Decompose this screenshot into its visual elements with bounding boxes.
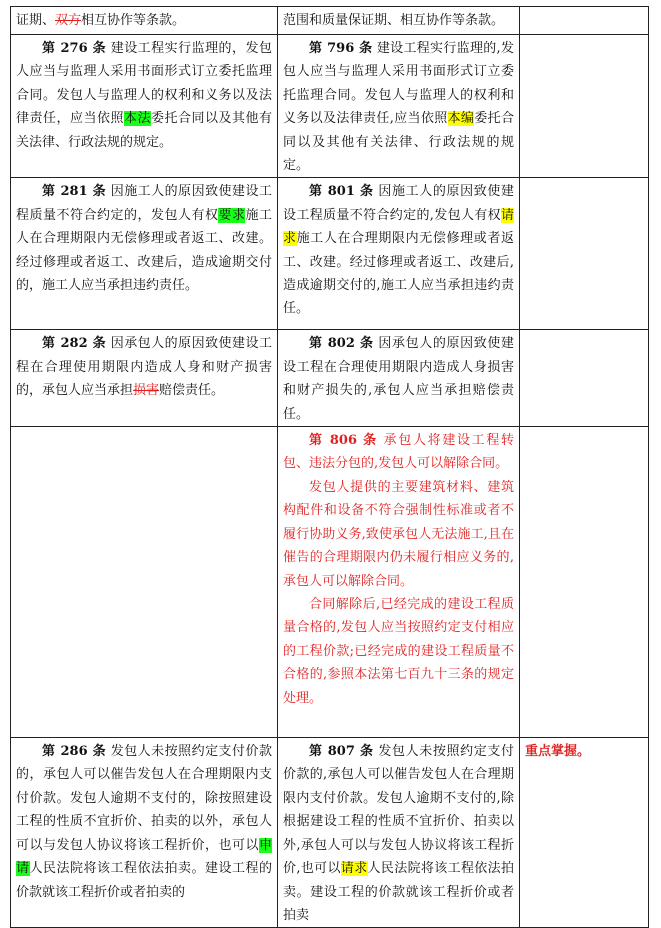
new-law-cell xyxy=(278,427,520,738)
table-row xyxy=(11,330,649,427)
article-number: 第 807 条 xyxy=(309,744,374,760)
article-number: 第 276 条 xyxy=(42,41,107,56)
changed-text-highlight: 要求 xyxy=(218,207,246,223)
old-clause-text: 第 276 条 建设工程实行监理的，发包人应当与监理人采用书面形式订立委托监理合同。发包人与监理人的权利和义务以及法律责任，应当依照本法委托合同以及其他有关法律、行政法规的规定。 xyxy=(16,41,272,150)
deleted-text: 双方 xyxy=(55,13,82,28)
table-row xyxy=(11,178,649,330)
note-cell xyxy=(520,7,649,35)
article-number: 第 796 条 xyxy=(309,41,373,56)
article-number: 第 806 条 xyxy=(309,433,378,449)
changed-text-highlight: 本编 xyxy=(447,111,475,127)
table-row xyxy=(11,35,649,178)
new-law-cell xyxy=(278,738,520,928)
old-law-cell xyxy=(11,35,278,178)
note-cell xyxy=(520,178,649,330)
note-cell xyxy=(520,427,649,738)
old-law-cell xyxy=(11,738,278,928)
comparison-table xyxy=(10,6,649,928)
article-number: 第 282 条 xyxy=(42,336,107,352)
old-clause-text: 第 282 条 因承包人的原因致使建设工程在合理使用期限内造成人身和财产损害的，承包人应当承担损害赔偿责任。 xyxy=(16,336,272,399)
new-law-cell xyxy=(278,35,520,178)
note-cell xyxy=(520,330,649,427)
new-clause-text: 第 806 条 承包人将建设工程转包、违法分包的,发包人可以解除合同。 xyxy=(283,433,514,472)
changed-text-highlight: 请求 xyxy=(340,861,368,877)
changed-text-highlight: 请求 xyxy=(283,207,514,247)
old-clause-text: 第 281 条 因施工人的原因致使建设工程质量不符合约定的，发包人有权要求施工人在合理期限内无偿修理或者返工、改建。经过修理或者返工、改建后，造成逾期交付的，施工人应当承担违约责任。 xyxy=(16,184,272,294)
new-law-cell xyxy=(278,7,520,35)
article-number: 第 801 条 xyxy=(309,184,374,200)
old-clause-text: 第 286 条 发包人未按照约定支付价款的，承包人可以催告发包人在合理期限内支付价款。发包人逾期不支付的，除按照建设工程的性质不宜折价、拍卖的以外，承包人可以与发包人协议将该工程折价，也可以申请人民法院将该工程依法拍卖。建设工程的价款就该工程折价或者拍卖的 xyxy=(16,744,272,900)
changed-text-highlight: 本法 xyxy=(123,111,151,127)
new-law-cell xyxy=(278,178,520,330)
article-number: 第 802 条 xyxy=(309,336,374,352)
article-number: 第 286 条 xyxy=(42,744,107,760)
old-law-cell xyxy=(11,7,278,35)
article-number: 第 281 条 xyxy=(42,184,107,200)
changed-text-highlight: 申请 xyxy=(16,837,272,877)
key-point-note: 重点掌握。 xyxy=(525,744,591,760)
old-law-cell xyxy=(11,178,278,330)
note-cell xyxy=(520,738,649,928)
new-clause-text: 第 807 条 发包人未按照约定支付价款的,承包人可以催告发包人在合理期限内支付价款。发包人逾期不支付的,除根据建设工程的性质不宜折价、拍卖以外,承包人可以与发包人协议将该工程折价,也可以请求人民法院将该工程依法拍卖。建设工程的价款就该工程折价或者拍卖 xyxy=(283,744,514,923)
old-law-cell xyxy=(11,427,278,738)
new-clause-text: 范围和质量保证期、相互协作等条款。 xyxy=(283,13,505,28)
new-clause-text: 第 802 条 因承包人的原因致使建设工程在合理使用期限内造成人身损害和财产损失的,承包人应当承担赔偿责任。 xyxy=(283,336,514,422)
table-row xyxy=(11,427,649,738)
new-clause-paragraph: 发包人提供的主要建筑材料、建筑构配件和设备不符合强制性标准或者不履行协助义务,致使承包人无法施工,且在催告的合理期限内仍未履行相应义务的,承包人可以解除合同。 xyxy=(283,479,514,589)
deleted-text: 损害 xyxy=(133,383,160,399)
new-clause-paragraph: 合同解除后,已经完成的建设工程质量合格的,发包人应当按照约定支付相应的工程价款;已经完成的建设工程质量不合格的,参照本法第七百九十三条的规定处理。 xyxy=(283,596,514,706)
new-law-cell xyxy=(278,330,520,427)
new-clause-text: 第 801 条 因施工人的原因致使建设工程质量不符合约定的,发包人有权请求施工人在合理期限内无偿修理或者返工、改建。经过修理或者返工、改建后,造成逾期交付的,施工人应当承担违约责任。 xyxy=(283,184,514,317)
old-law-cell xyxy=(11,330,278,427)
new-clause-text: 第 796 条 建设工程实行监理的,发包人应当与监理人采用书面形式订立委托监理合同。发包人与监理人的权利和义务以及法律责任,应当依照本编委托合同以及其他有关法律、行政法规的规定。 xyxy=(283,41,514,174)
old-clause-text: 证期、双方相互协作等条款。 xyxy=(16,13,186,28)
note-cell xyxy=(520,35,649,178)
table-row xyxy=(11,738,649,928)
table-row xyxy=(11,7,649,35)
